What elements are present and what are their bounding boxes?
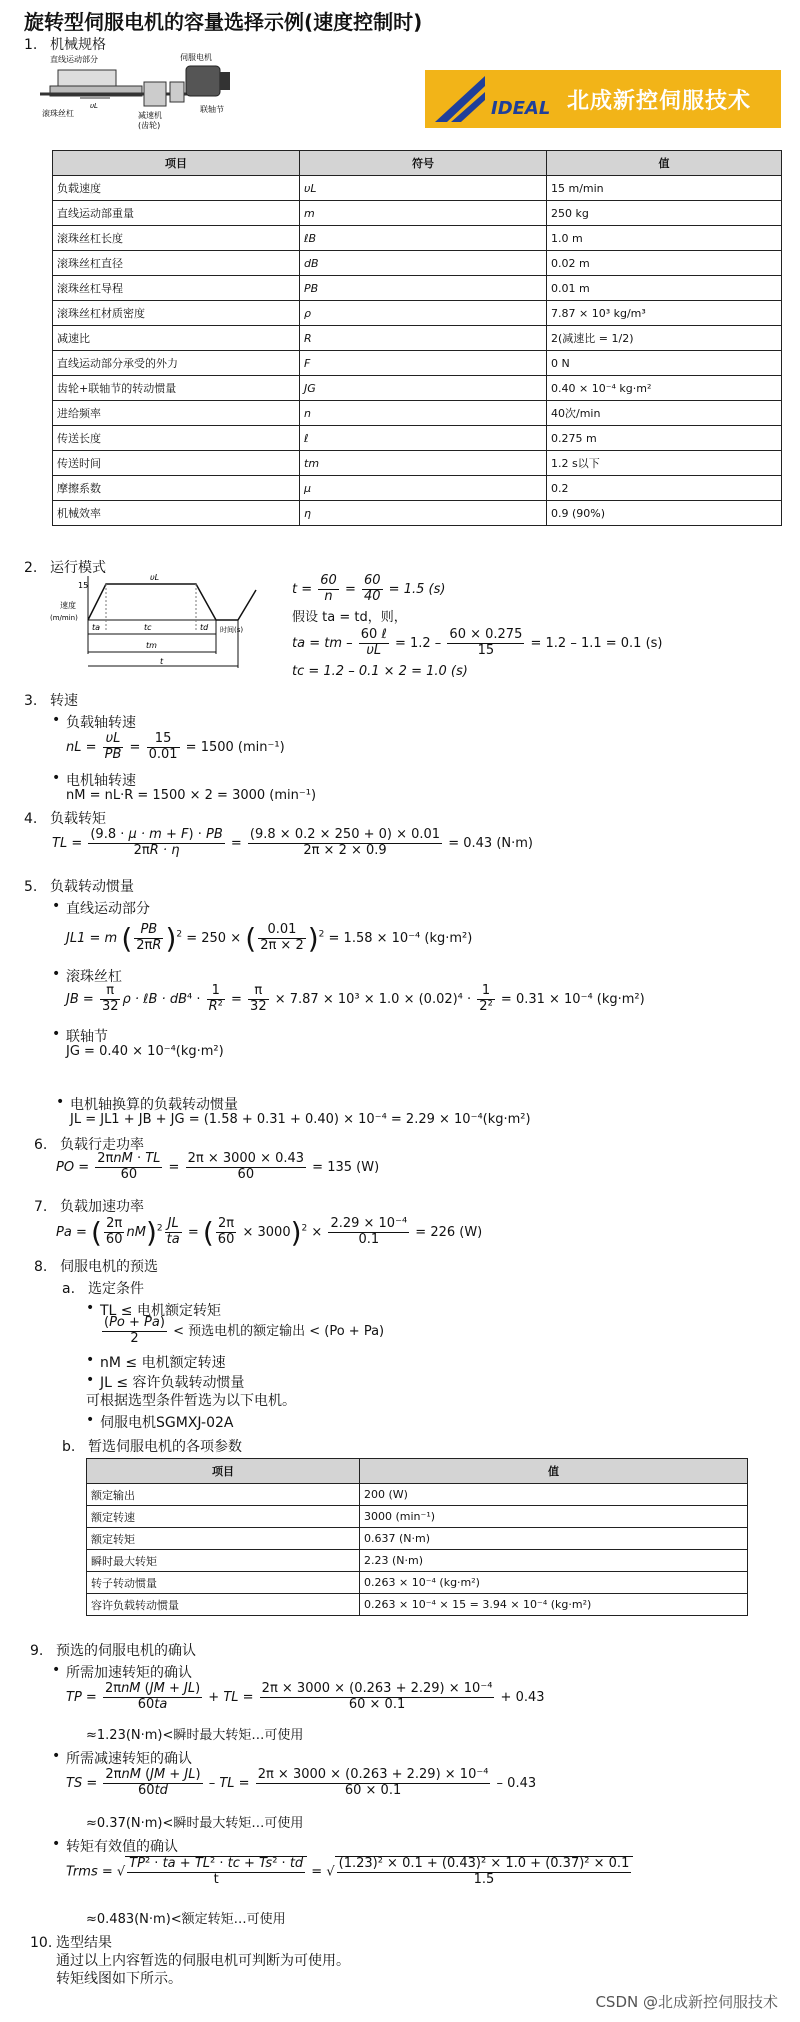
spec-item: 滚珠丝杠材质密度	[53, 301, 300, 326]
spec-item: 传送长度	[53, 426, 300, 451]
result-line-2: 转矩线图如下所示。	[56, 1971, 182, 1987]
diag2-vl: υL	[150, 573, 160, 582]
section-3-heading: 3. 转速	[24, 693, 78, 709]
spec-item: 减速比	[53, 326, 300, 351]
formula-t: t = $\frac{60}{n}$ = $\frac{60}{40}$ = 1.5 (s)	[292, 573, 446, 604]
spec-table-row	[53, 351, 782, 376]
logo-brand: IDEAL	[491, 98, 551, 119]
spec-symbol: PB	[300, 276, 547, 301]
label-vl: υL	[90, 102, 98, 110]
section-6-heading: 6. 负载行走功率	[34, 1137, 144, 1153]
spec-table-row	[53, 326, 782, 351]
condition-motor-model: • 伺服电机SGMXJ-02A	[100, 1412, 233, 1432]
col-value: 值	[547, 151, 782, 176]
formula-nl: nL = $\frac{\upsilon L}{PB}$ = $\frac{15}{0.01}$ = 1500 (min⁻¹)	[66, 731, 285, 762]
motor-item: 容许负载转动惯量	[87, 1594, 360, 1616]
label-coupling: 联轴节	[200, 105, 224, 114]
motor-table-row	[87, 1550, 748, 1572]
spec-item: 直线运动部重量	[53, 201, 300, 226]
spec-symbol: ℓ	[300, 426, 547, 451]
spec-symbol: R	[300, 326, 547, 351]
condition-speed: • nM ≤ 电机额定转速	[100, 1352, 226, 1372]
section-8b-heading: b. 暂选伺服电机的各项参数	[62, 1439, 242, 1455]
formula-tl: TL = $\frac{(9.8 \cdot \mu \cdot m + F) \cdot PB}{2\pi R \cdot \eta}$ = $\frac{(9.8 \times 0.2 \times 250 + 0) \times 0.01}{2\pi \times 2 \times 0.9}$ = 0.43 (N·m)	[52, 827, 533, 858]
spec-value: 40次/min	[547, 401, 782, 426]
diag2-tm: tm	[146, 641, 157, 650]
spec-symbol: μ	[300, 476, 547, 501]
col-item: 项目	[53, 151, 300, 176]
spec-value: 1.0 m	[547, 226, 782, 251]
bullet-accel-torque: • 所需加速转矩的确认	[66, 1662, 192, 1682]
spec-item: 负载速度	[53, 176, 300, 201]
bullet-motor-speed: • 电机轴转速	[66, 770, 136, 790]
diag2-time: 时间(s)	[220, 626, 244, 634]
motor-table-row	[87, 1572, 748, 1594]
col-symbol: 符号	[300, 151, 547, 176]
spec-table-row	[53, 201, 782, 226]
condition-torque: • TL ≤ 电机额定转矩	[100, 1300, 221, 1320]
motor-item: 转子转动惯量	[87, 1572, 360, 1594]
spec-value: 0.2	[547, 476, 782, 501]
spec-value: 1.2 s以下	[547, 451, 782, 476]
motor-item: 额定转速	[87, 1506, 360, 1528]
spec-table-row	[53, 226, 782, 251]
motor-table-header	[87, 1459, 748, 1484]
motor-param-table	[86, 1458, 748, 1616]
spec-table	[52, 150, 782, 526]
spec-table-header	[53, 151, 782, 176]
formula-jl: JL = JL1 + JB + JG = (1.58 + 0.31 + 0.40) × 10⁻⁴ = 2.29 × 10⁻⁴(kg·m²)	[70, 1112, 531, 1127]
formula-trms: Trms = √ $\frac{\text{TP² · ta + TL² · tc + Ts² · td}}{t}$ = √ $\frac{\text{(1.23)² × 0.1 + (0.43)² × 1.0 + (0.37)² × 0.1}}{1.5}$	[66, 1856, 633, 1888]
condition-inertia: • JL ≤ 容许负载转动惯量	[100, 1372, 245, 1392]
machine-diagram	[40, 52, 240, 132]
condition-power: $\frac{(Po + Pa)}{2}$ < 预选电机的额定输出 < (Po + Pa)	[104, 1315, 385, 1346]
diag2-tc: tc	[144, 623, 152, 632]
section-8-heading: 8. 伺服电机的预选	[34, 1259, 158, 1275]
bullet-coupling: • 联轴节	[66, 1026, 108, 1046]
motor-table-row	[87, 1528, 748, 1550]
spec-table-row	[53, 276, 782, 301]
logo-stripe-icon	[425, 70, 495, 128]
motor-value: 200 (W)	[360, 1484, 748, 1506]
spec-value: 0.01 m	[547, 276, 782, 301]
diag2-unit: (m/min)	[50, 614, 78, 622]
bullet-ball-screw: • 滚珠丝杠	[66, 966, 122, 986]
bullet-decel-torque: • 所需减速转矩的确认	[66, 1748, 192, 1768]
spec-table-row	[53, 451, 782, 476]
spec-symbol: ℓB	[300, 226, 547, 251]
condition-note: 可根据选型条件暂选为以下电机。	[86, 1393, 296, 1409]
spec-value: 0.02 m	[547, 251, 782, 276]
spec-table-row	[53, 476, 782, 501]
spec-symbol: JG	[300, 376, 547, 401]
spec-item: 直线运动部分承受的外力	[53, 351, 300, 376]
spec-table-row	[53, 501, 782, 526]
ideal-logo	[425, 70, 781, 128]
spec-value: 7.87 × 10³ kg/m³	[547, 301, 782, 326]
result-rms: ≈0.483(N·m)<额定转矩…可使用	[86, 1912, 286, 1927]
spec-item: 滚珠丝杠导程	[53, 276, 300, 301]
section-4-heading: 4. 负载转矩	[24, 811, 106, 827]
diag2-15: 15	[78, 581, 89, 590]
motor-value: 0.263 × 10⁻⁴ × 15 = 3.94 × 10⁻⁴ (kg·m²)	[360, 1594, 748, 1616]
diag2-ta: ta	[92, 623, 101, 632]
spec-value: 2(减速比 = 1/2)	[547, 326, 782, 351]
spec-symbol: tm	[300, 451, 547, 476]
spec-symbol: m	[300, 201, 547, 226]
bullet-linear-part: • 直线运动部分	[66, 898, 150, 918]
spec-item: 滚珠丝杠直径	[53, 251, 300, 276]
spec-item: 摩擦系数	[53, 476, 300, 501]
formula-po: PO = $\frac{\text{2πnM · TL}}{60}$ = $\frac{2\pi \times 3000 \times 0.43}{60}$ = 135 (W)	[56, 1151, 380, 1182]
label-servo-motor: 伺服电机	[180, 53, 212, 62]
bullet-load-speed: • 负载轴转速	[66, 712, 136, 732]
section-10-heading: 10. 选型结果	[30, 1935, 112, 1951]
spec-symbol: F	[300, 351, 547, 376]
section-8a-heading: a. 选定条件	[62, 1281, 144, 1297]
spec-table-row	[53, 376, 782, 401]
formula-jb: JB = $\frac{\pi}{32}$ ρ · ℓB · dB⁴ · $\frac{1}{\text{R²}}$ = $\frac{\pi}{32}$ × 7.87 × 10³ × 1.0 × (0.02)⁴ · $\frac{1}{\text{2²}}$ = 0.31 × 10⁻⁴ (kg·m²)	[66, 983, 645, 1014]
label-reducer: 减速机	[138, 111, 162, 120]
bullet-load-inertia: • 电机轴换算的负载转动惯量	[70, 1094, 238, 1114]
spec-item: 机械效率	[53, 501, 300, 526]
spec-item: 齿轮+联轴节的转动惯量	[53, 376, 300, 401]
spec-item: 传送时间	[53, 451, 300, 476]
formula-ts: TS = $\frac{\text{2πnM (JM + JL)}}{60td}$ – TL = $\frac{\text{2π × 3000 × (0.263 + 2.29) × 10⁻⁴}}{60 \times 0.1}$ – 0.43	[66, 1767, 537, 1798]
spec-symbol: η	[300, 501, 547, 526]
formula-tp: TP = $\frac{\text{2πnM (JM + JL)}}{60ta}$ + TL = $\frac{\text{2π × 3000 × (0.263 + 2.29) × 10⁻⁴}}{60 \times 0.1}$ + 0.43	[66, 1681, 545, 1712]
formula-nm: nM = nL·R = 1500 × 2 = 3000 (min⁻¹)	[66, 788, 317, 803]
spec-table-row	[53, 301, 782, 326]
label-ball-screw: 滚珠丝杠	[42, 109, 74, 118]
formula-ta: ta = tm – $\frac{\text{60 ℓ}}{\upsilon L}$ = 1.2 – $\frac{60 \times 0.275}{15}$ = 1.2 – 1.1 = 0.1 (s)	[292, 627, 663, 658]
motor-value: 2.23 (N·m)	[360, 1550, 748, 1572]
motor-value: 3000 (min⁻¹)	[360, 1506, 748, 1528]
operation-pattern-diagram	[44, 572, 264, 672]
bullet-rms-torque: • 转矩有效值的确认	[66, 1836, 178, 1856]
spec-value: 0.275 m	[547, 426, 782, 451]
motor-item: 额定转矩	[87, 1528, 360, 1550]
motor-col-item: 项目	[87, 1459, 360, 1484]
formula-jl1: JL1 = m ( $\frac{PB}{2\pi R}$ )$^2$ = 250 × ( $\frac{0.01}{2\pi \times 2}$ )$^2$ = 1.58 × 10⁻⁴ (kg·m²)	[66, 922, 473, 955]
motor-item: 额定输出	[87, 1484, 360, 1506]
motor-col-value: 值	[360, 1459, 748, 1484]
formula-assume: 假设 ta = td，则，	[292, 610, 407, 625]
result-line-1: 通过以上内容暂选的伺服电机可判断为可使用。	[56, 1953, 350, 1969]
section-2-heading: 2. 运行模式	[24, 560, 106, 576]
spec-symbol: n	[300, 401, 547, 426]
spec-item: 滚珠丝杠长度	[53, 226, 300, 251]
spec-symbol: ρ	[300, 301, 547, 326]
spec-symbol: υL	[300, 176, 547, 201]
spec-value: 0.9 (90%)	[547, 501, 782, 526]
label-reducer-gear: (齿轮)	[138, 121, 161, 130]
spec-value: 0.40 × 10⁻⁴ kg·m²	[547, 376, 782, 401]
spec-table-row	[53, 176, 782, 201]
motor-item: 瞬时最大转矩	[87, 1550, 360, 1572]
formula-tc: tc = 1.2 – 0.1 × 2 = 1.0 (s)	[292, 664, 468, 679]
logo-text: 北成新控伺服技术	[567, 89, 752, 114]
section-1-heading: 1. 机械规格	[24, 37, 106, 53]
spec-item: 进给频率	[53, 401, 300, 426]
diag2-speed: 速度	[60, 601, 76, 610]
motor-value: 0.637 (N·m)	[360, 1528, 748, 1550]
section-5-heading: 5. 负载转动惯量	[24, 879, 134, 895]
spec-value: 250 kg	[547, 201, 782, 226]
section-9-heading: 9. 预选的伺服电机的确认	[30, 1643, 196, 1659]
spec-table-row	[53, 401, 782, 426]
label-linear-part: 直线运动部分	[50, 55, 98, 64]
watermark: CSDN @北成新控伺服技术	[595, 1993, 778, 2011]
formula-jg: JG = 0.40 × 10⁻⁴(kg·m²)	[66, 1044, 224, 1059]
diag2-td: td	[200, 623, 209, 632]
motor-table-row	[87, 1506, 748, 1528]
spec-value: 15 m/min	[547, 176, 782, 201]
motor-table-row	[87, 1484, 748, 1506]
motor-value: 0.263 × 10⁻⁴ (kg·m²)	[360, 1572, 748, 1594]
result-decel: ≈0.37(N·m)<瞬时最大转矩…可使用	[86, 1816, 304, 1831]
page-title: 旋转型伺服电机的容量选择示例(速度控制时)	[24, 10, 423, 34]
result-accel: ≈1.23(N·m)<瞬时最大转矩…可使用	[86, 1728, 304, 1743]
motor-table-row	[87, 1594, 748, 1616]
spec-table-row	[53, 251, 782, 276]
spec-symbol: dB	[300, 251, 547, 276]
section-7-heading: 7. 负载加速功率	[34, 1199, 144, 1215]
diag2-t: t	[160, 657, 164, 666]
spec-table-row	[53, 426, 782, 451]
formula-pa: Pa = ( $\frac{2\pi}{60}$ nM)$^2$ $\frac{JL}{ta}$ = ( $\frac{2\pi}{60}$ × 3000)$^2$ × $\frac{\text{2.29 × 10⁻⁴}}{0.1}$ = 226 (W)	[56, 1216, 483, 1249]
spec-value: 0 N	[547, 351, 782, 376]
